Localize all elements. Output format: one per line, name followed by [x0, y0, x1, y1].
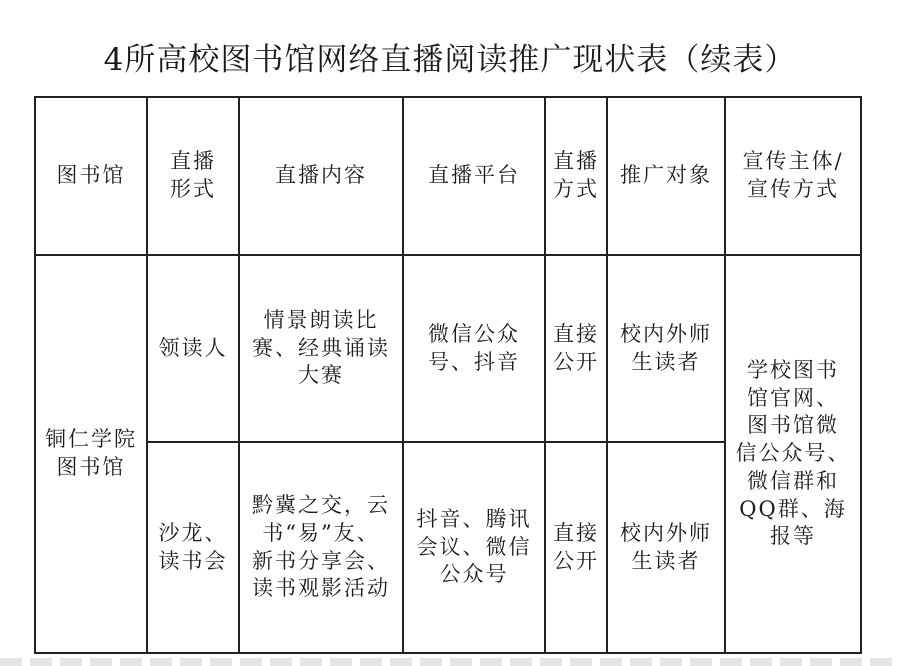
table-row — [35, 255, 861, 442]
audience-cell: 校内外师 生读者 — [607, 442, 725, 653]
page-bottom-edge — [0, 658, 900, 666]
live-content-cell: 黔冀之交，云 书“易”友、 新书分享会、 读书观影活动 — [239, 442, 403, 653]
column-header: 直播 形式 — [147, 97, 239, 255]
column-header: 推广对象 — [607, 97, 725, 255]
live-mode-cell: 直接 公开 — [545, 442, 607, 653]
column-header: 宣传主体/ 宣传方式 — [725, 97, 861, 255]
live-reading-status-table — [34, 96, 862, 654]
library-name-cell: 铜仁学院 图书馆 — [35, 255, 147, 653]
column-header: 直播内容 — [239, 97, 403, 255]
live-platform-cell: 微信公众 号、抖音 — [403, 255, 545, 442]
column-header: 直播 方式 — [545, 97, 607, 255]
column-header: 直播平台 — [403, 97, 545, 255]
live-mode-cell: 直接 公开 — [545, 255, 607, 442]
live-form-cell: 领读人 — [147, 255, 239, 442]
audience-cell: 校内外师 生读者 — [607, 255, 725, 442]
table-header-row — [35, 97, 861, 255]
promotion-cell: 学校图书 馆官网、 图书馆微 信公众号、 微信群和 QQ群、海 报等 — [725, 255, 861, 653]
column-header: 图书馆 — [35, 97, 147, 255]
live-form-cell: 沙龙、 读书会 — [147, 442, 239, 653]
page-title: 4所高校图书馆网络直播阅读推广现状表（续表） — [103, 42, 797, 78]
live-content-cell: 情景朗读比 赛、经典诵读 大赛 — [239, 255, 403, 442]
live-platform-cell: 抖音、腾讯 会议、微信 公众号 — [403, 442, 545, 653]
